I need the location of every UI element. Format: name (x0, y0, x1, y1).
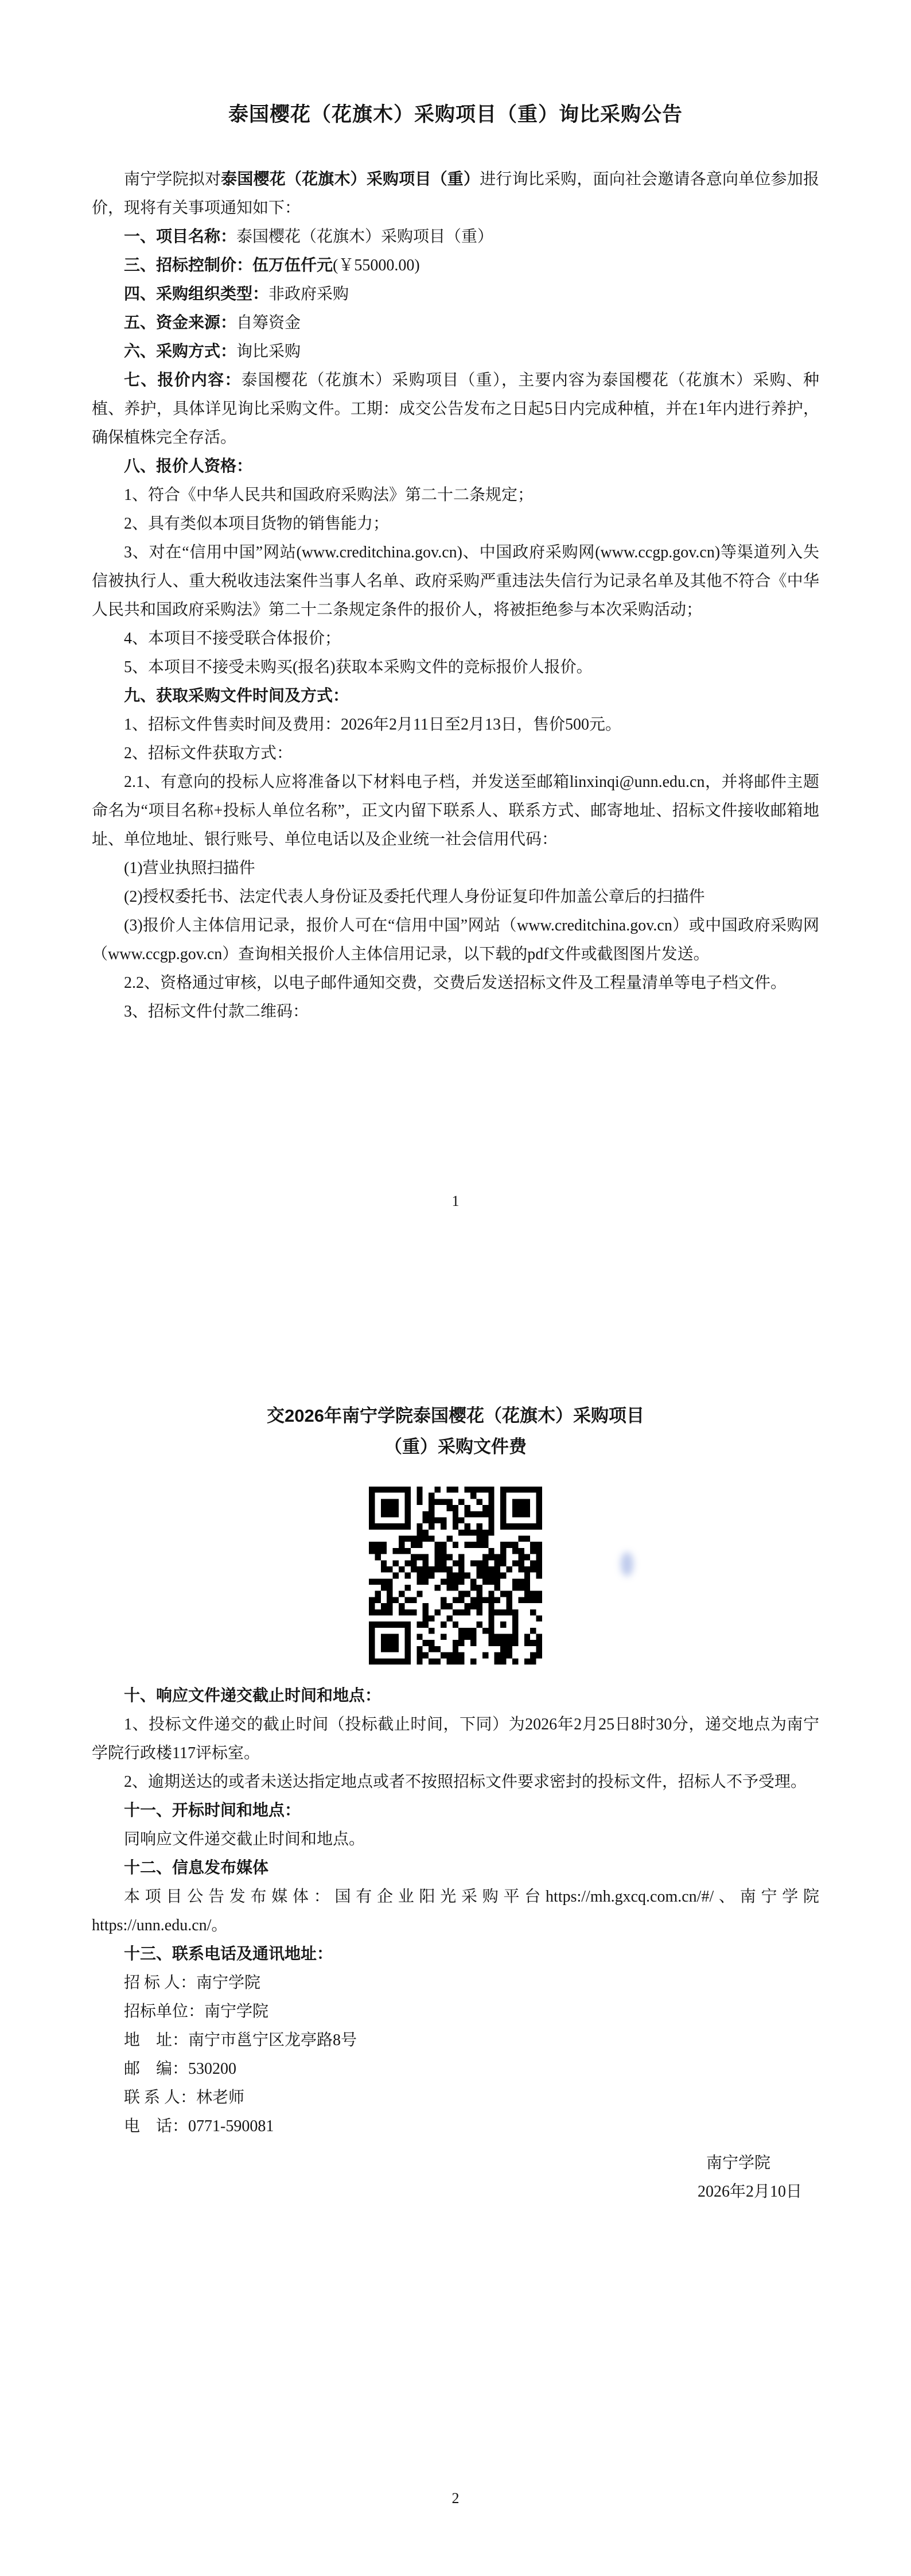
text-run: 三、招标控制价：伍万伍仟元 (124, 257, 333, 274)
text-run: (1)营业执照扫描件 (124, 859, 255, 877)
text-run: 1、投标文件递交的截止时间（投标截止时间，下同）为2026年2月25日8时30分，递交地点为南宁学院行政楼117评标室。 (92, 1716, 819, 1762)
item-10-submission-deadline (92, 1682, 819, 1710)
qualification-3 (92, 538, 819, 624)
text-run: 泰国樱花（花旗木）采购项目（重） (221, 170, 480, 188)
item-3-control-price (92, 251, 819, 280)
text-run: 地 址：南宁市邕宁区龙亭路8号 (124, 2031, 357, 2049)
material-1-business-license (92, 854, 819, 883)
text-run: 泰国樱花（花旗木）采购项目（重） (236, 228, 494, 246)
text-run: 招 标 人：南宁学院 (124, 1974, 261, 1992)
text-run: 十三、联系电话及通讯地址： (124, 1945, 333, 1963)
submission-1-time (92, 1710, 819, 1768)
signature-date (92, 2178, 819, 2206)
text-run: 一、项目名称： (124, 228, 237, 246)
text-run: (￥55000.00) (333, 257, 420, 274)
page2-content (92, 1682, 819, 2206)
obtain-2-2-review (92, 969, 819, 998)
text-run: 九、获取采购文件时间及方式： (124, 687, 349, 705)
page1-content (92, 165, 819, 1026)
text-run: 2、招标文件获取方式： (124, 744, 293, 762)
qualification-2 (92, 510, 819, 538)
item-11-bid-opening (92, 1797, 819, 1825)
text-run: 进行询比采购，面向社会邀请各意向单位参加报价，现将有关事项通知如下： (92, 170, 819, 217)
text-run: 1、招标文件售卖时间及费用：2026年2月11日至2月13日，售价500元。 (124, 716, 621, 734)
contact-person (92, 2084, 819, 2112)
text-run: (3)报价人主体信用记录，报价人可在“信用中国”网站（www.creditchina.gov.cn）或中国政府采购网（www.ccgp.gov.cn）查询相关报价人主体信用记录，以下载的pdf文件或截图图片发送。 (92, 917, 819, 963)
text-run: 十二、信息发布媒体 (124, 1859, 269, 1877)
text-run: 本项目公告发布媒体：国有企业阳光采购平台https://mh.gxcq.com.cn/#/、南宁学院https://unn.edu.cn/。 (92, 1888, 819, 1934)
page-number: 1 (451, 1193, 460, 1209)
text-run: 南宁学院 (706, 2154, 770, 2172)
obtain-2-method (92, 739, 819, 768)
media-detail (92, 1883, 819, 1940)
text-run: 2026年2月10日 (697, 2183, 802, 2201)
item-1-project-name (92, 223, 819, 251)
qr-fee-heading: 交2026年南宁学院泰国樱花（花旗木）采购项目（重）采购文件费 (267, 1406, 644, 1457)
text-run: 3、招标文件付款二维码： (124, 1003, 309, 1021)
text-run: 1、符合《中华人民共和国政府采购法》第二十二条规定； (124, 486, 534, 504)
text-run: 2、具有类似本项目货物的销售能力； (124, 515, 390, 533)
text-run: 同响应文件递交截止时间和地点。 (124, 1830, 365, 1848)
text-run: 2.2、资格通过审核，以电子邮件通知交费，交费后发送招标文件及工程量清单等电子档文件。 (124, 974, 787, 992)
text-run: 4、本项目不接受联合体报价； (124, 630, 341, 647)
item-7-quotation-content (92, 366, 819, 452)
item-9-document-obtain (92, 682, 819, 711)
text-run: 四、采购组织类型： (124, 285, 269, 303)
contact-address (92, 2026, 819, 2055)
material-3-credit-record (92, 911, 819, 969)
text-run: 联 系 人：林老师 (124, 2089, 245, 2106)
text-run: 七、报价内容： (124, 371, 242, 389)
contact-unit (92, 1997, 819, 2026)
text-run: 2.1、有意向的投标人应将准备以下材料电子档，并发送至邮箱linxinqi@unn.edu.cn，并将邮件主题命名为“项目名称+投标人单位名称”，正文内留下联系人、联系方式、邮寄地址、招标文件接收邮箱地址、单位地址、银行账号、单位电话以及企业统一社会信用代码： (92, 773, 819, 848)
page-2 (0, 1288, 911, 2576)
text-run: 五、资金来源： (124, 314, 237, 332)
text-run: 非政府采购 (268, 285, 349, 303)
contact-postcode (92, 2055, 819, 2084)
text-run: 3、对在“信用中国”网站(www.creditchina.gov.cn)、中国政府采购网(www.ccgp.gov.cn)等渠道列入失信被执行人、重大税收违法案件当事人名单、政府采购严重违法失信行为记录名单及其他不符合《中华人民共和国政府采购法》第二十二条规定条件的报价人，将被拒绝参与本次采购活动； (92, 544, 819, 619)
item-12-media (92, 1854, 819, 1883)
text-run: 六、采购方式： (124, 343, 237, 360)
payment-qr-code (369, 1487, 542, 1665)
text-run: 5、本项目不接受未购买(报名)获取本采购文件的竞标报价人报价。 (124, 658, 593, 676)
text-run: 南宁学院拟对 (124, 170, 221, 188)
qualification-4 (92, 624, 819, 653)
page-number: 2 (451, 2490, 460, 2507)
qualification-5 (92, 653, 819, 682)
text-run: 自筹资金 (236, 314, 301, 332)
text-run: 八、报价人资格： (124, 457, 253, 475)
obtain-1-sale-time (92, 711, 819, 739)
text-run: 询比采购 (236, 343, 301, 360)
bid-opening-note (92, 1825, 819, 1854)
item-4-procurement-type (92, 280, 819, 309)
contact-bidder (92, 1969, 819, 1997)
text-run: 2、逾期送达的或者未送达指定地点或者不按照招标文件要求密封的投标文件，招标人不予受理。 (124, 1773, 807, 1791)
submission-2-overdue (92, 1768, 819, 1797)
material-2-authorization (92, 883, 819, 911)
page-title: 泰国樱花（花旗木）采购项目（重）询比采购公告 (228, 103, 683, 126)
intro-paragraph (92, 165, 819, 223)
text-run: (2)授权委托书、法定代表人身份证及委托代理人身份证复印件加盖公章后的扫描件 (124, 888, 705, 906)
item-6-procurement-method (92, 337, 819, 366)
text-run: 邮 编：530200 (124, 2060, 237, 2078)
obtain-2-1-materials (92, 768, 819, 854)
contact-phone (92, 2112, 819, 2141)
item-5-fund-source (92, 309, 819, 337)
item-8-bidder-qualifications (92, 452, 819, 481)
text-run: 泰国樱花（花旗木）采购项目（重），主要内容为泰国樱花（花旗木）采购、种植、养护，具体详见询比采购文件。工期：成交公告发布之日起5日内完成种植，并在1年内进行养护，确保植株完全存活。 (92, 371, 819, 447)
text-run: 十一、开标时间和地点： (124, 1802, 301, 1820)
qualification-1 (92, 481, 819, 510)
text-run: 招标单位：南宁学院 (124, 2003, 269, 2020)
item-13-contact (92, 1940, 819, 1969)
blue-smudge-decoration (621, 1552, 633, 1576)
signature-org (92, 2149, 819, 2178)
text-run: 十、响应文件递交截止时间和地点： (124, 1687, 381, 1705)
obtain-3-qr-payment (92, 998, 819, 1026)
text-run: 电 话：0771-590081 (124, 2117, 274, 2135)
